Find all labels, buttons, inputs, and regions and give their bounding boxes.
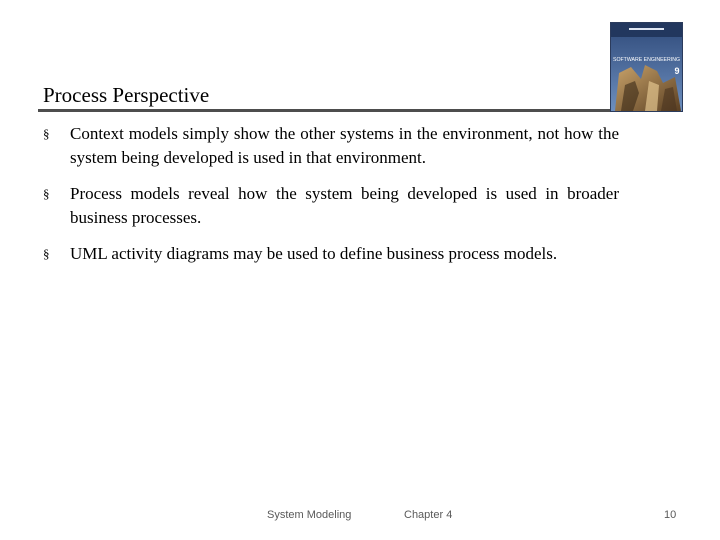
page-number: 10: [664, 509, 677, 521]
bullet-marker: §: [43, 126, 50, 141]
footer-chapter-label: Chapter 4: [404, 509, 453, 521]
book-cover-image: [610, 22, 683, 112]
bullet-text: Context models simply show the other systems in the environment, not how the system being developed is used in that environment.: [70, 124, 619, 167]
title-divider: [38, 109, 620, 112]
bullet-item: [43, 122, 619, 170]
footer-section-label: System Modeling: [267, 509, 352, 521]
cover-edition-text: 9: [674, 66, 680, 76]
slide-title: Process Perspective: [43, 83, 210, 107]
bullet-item: [43, 182, 619, 230]
bullet-marker: §: [43, 186, 50, 201]
bullet-text: Process models reveal how the system being developed is used in broader business processes.: [70, 184, 619, 227]
cover-title-text: SOFTWARE ENGINEERING: [613, 57, 680, 63]
bullet-item: [43, 242, 619, 266]
bullet-text: UML activity diagrams may be used to define business process models.: [70, 244, 558, 263]
bullet-list: [43, 122, 619, 278]
bullet-marker: §: [43, 246, 50, 261]
